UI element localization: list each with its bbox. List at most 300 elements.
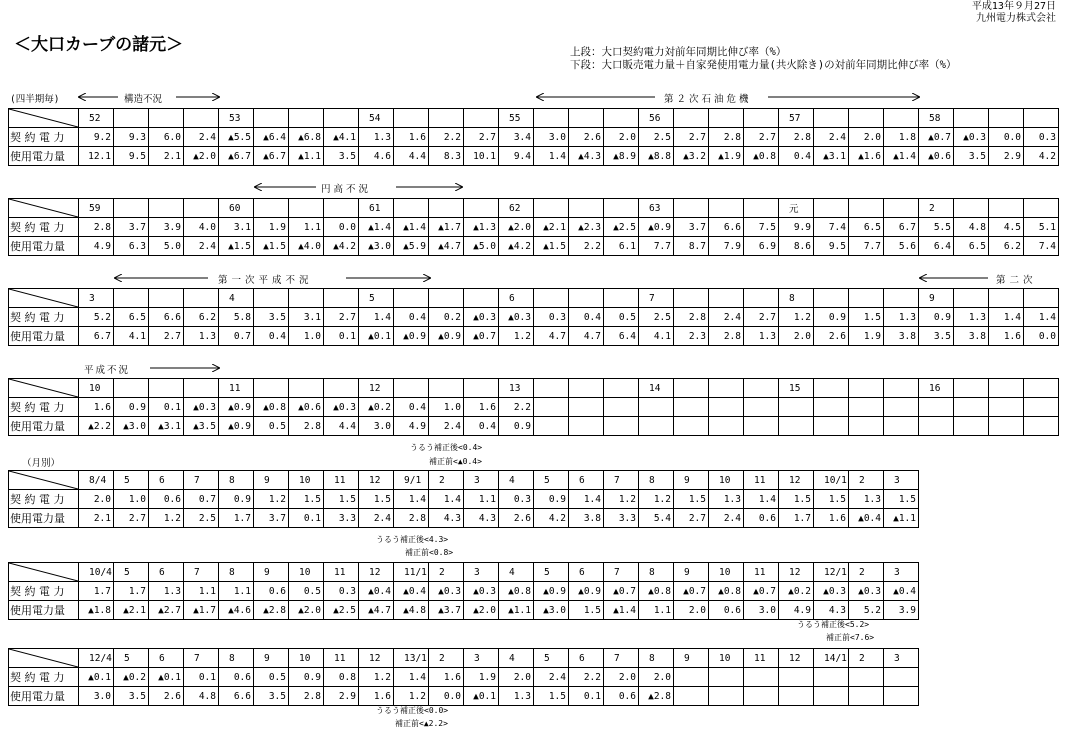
usage-value-cell: 2.1 bbox=[149, 147, 184, 166]
contract-value-cell bbox=[849, 668, 884, 687]
contract-value-cell: 1.9 bbox=[254, 218, 289, 237]
q-note-after: うるう補正後<0.4> bbox=[410, 443, 483, 452]
period-cell: 7 bbox=[184, 471, 219, 490]
contract-value-cell: 2.7 bbox=[744, 308, 779, 327]
period-cell bbox=[744, 289, 779, 308]
contract-value-cell bbox=[604, 398, 639, 417]
period-cell: 8 bbox=[219, 471, 254, 490]
m0-note-after: うるう補正後<4.3> bbox=[376, 535, 449, 544]
usage-value-cell: 6.4 bbox=[919, 237, 954, 256]
usage-value-cell: 1.2 bbox=[394, 687, 429, 706]
contract-value-cell: ▲0.4 bbox=[394, 582, 429, 601]
contract-value-cell: ▲0.3 bbox=[814, 582, 849, 601]
contract-value-cell: 3.7 bbox=[114, 218, 149, 237]
diagonal-header-cell bbox=[9, 379, 79, 398]
usage-value-cell bbox=[779, 687, 814, 706]
period-cell: 11 bbox=[744, 649, 779, 668]
period-cell: 13 bbox=[499, 379, 534, 398]
contract-label: 契 約 電 力 bbox=[9, 218, 79, 237]
contract-value-cell: 1.4 bbox=[569, 490, 604, 509]
period-cell: 12 bbox=[779, 471, 814, 490]
period-cell: 11 bbox=[324, 563, 359, 582]
contract-row bbox=[9, 308, 1059, 327]
period-cell bbox=[604, 289, 639, 308]
period-cell: 11 bbox=[324, 649, 359, 668]
period-cell bbox=[954, 289, 989, 308]
period-cell: 8 bbox=[639, 563, 674, 582]
usage-value-cell: ▲1.5 bbox=[219, 237, 254, 256]
contract-value-cell: 1.0 bbox=[429, 398, 464, 417]
usage-value-cell: 3.8 bbox=[569, 509, 604, 528]
contract-value-cell: 2.4 bbox=[534, 668, 569, 687]
usage-value-cell: 7.4 bbox=[1024, 237, 1059, 256]
contract-value-cell: 1.2 bbox=[359, 668, 394, 687]
quarterly-table-1 bbox=[8, 108, 1059, 166]
period-cell: 6 bbox=[149, 649, 184, 668]
usage-value-cell: ▲1.4 bbox=[604, 601, 639, 620]
usage-value-cell: 4.7 bbox=[569, 327, 604, 346]
period-cell: 55 bbox=[499, 109, 534, 128]
period-cell: 3 bbox=[464, 649, 499, 668]
period-cell: 12 bbox=[779, 649, 814, 668]
usage-value-cell: 4.9 bbox=[394, 417, 429, 436]
usage-value-cell: 2.4 bbox=[184, 237, 219, 256]
diagonal-header-cell bbox=[9, 289, 79, 308]
period-header-row bbox=[9, 109, 1059, 128]
diagonal-header-cell bbox=[9, 199, 79, 218]
usage-value-cell: 0.4 bbox=[464, 417, 499, 436]
contract-value-cell bbox=[709, 668, 744, 687]
usage-value-cell: ▲1.6 bbox=[849, 147, 884, 166]
usage-value-cell: 1.4 bbox=[534, 147, 569, 166]
period-cell bbox=[289, 199, 324, 218]
contract-value-cell bbox=[884, 398, 919, 417]
contract-value-cell: ▲0.9 bbox=[534, 582, 569, 601]
usage-value-cell: ▲2.5 bbox=[324, 601, 359, 620]
contract-label: 契 約 電 力 bbox=[9, 490, 79, 509]
period-cell: 2 bbox=[429, 649, 464, 668]
contract-label: 契 約 電 力 bbox=[9, 128, 79, 147]
period-cell bbox=[534, 109, 569, 128]
usage-value-cell: 3.0 bbox=[79, 687, 114, 706]
usage-value-cell: 6.5 bbox=[954, 237, 989, 256]
period-cell: 3 bbox=[884, 471, 919, 490]
period-cell bbox=[534, 199, 569, 218]
usage-value-cell: ▲3.1 bbox=[149, 417, 184, 436]
period-cell bbox=[149, 289, 184, 308]
contract-row bbox=[9, 128, 1059, 147]
contract-value-cell: 1.7 bbox=[79, 582, 114, 601]
period-cell bbox=[254, 379, 289, 398]
recession-kozo: 構造不況 bbox=[124, 94, 163, 105]
contract-value-cell: 2.8 bbox=[779, 128, 814, 147]
monthly-table-1 bbox=[8, 470, 919, 528]
usage-value-cell: ▲2.1 bbox=[114, 601, 149, 620]
contract-value-cell: 5.8 bbox=[219, 308, 254, 327]
usage-value-cell: 2.9 bbox=[989, 147, 1024, 166]
contract-value-cell: 2.0 bbox=[499, 668, 534, 687]
contract-row bbox=[9, 218, 1059, 237]
contract-value-cell: 0.8 bbox=[324, 668, 359, 687]
legend bbox=[570, 46, 956, 72]
usage-value-cell bbox=[709, 417, 744, 436]
period-cell bbox=[709, 109, 744, 128]
period-cell bbox=[464, 379, 499, 398]
usage-value-cell: 9.4 bbox=[499, 147, 534, 166]
contract-value-cell bbox=[1024, 398, 1059, 417]
usage-value-cell: 2.8 bbox=[289, 687, 324, 706]
contract-value-cell: 4.5 bbox=[989, 218, 1024, 237]
contract-value-cell: 1.4 bbox=[744, 490, 779, 509]
period-cell: 5 bbox=[534, 471, 569, 490]
period-cell bbox=[114, 199, 149, 218]
contract-value-cell: 0.4 bbox=[569, 308, 604, 327]
contract-value-cell: 2.5 bbox=[639, 308, 674, 327]
usage-value-cell: ▲0.1 bbox=[464, 687, 499, 706]
period-cell bbox=[429, 289, 464, 308]
period-cell: 4 bbox=[499, 471, 534, 490]
contract-value-cell: 0.1 bbox=[149, 398, 184, 417]
usage-value-cell: 0.1 bbox=[569, 687, 604, 706]
period-cell bbox=[394, 379, 429, 398]
contract-row bbox=[9, 398, 1059, 417]
period-cell bbox=[429, 379, 464, 398]
usage-value-cell bbox=[779, 417, 814, 436]
contract-value-cell: 1.1 bbox=[464, 490, 499, 509]
contract-value-cell: ▲0.9 bbox=[219, 398, 254, 417]
period-cell bbox=[814, 289, 849, 308]
contract-value-cell: ▲0.3 bbox=[849, 582, 884, 601]
recession-heisei1: 第一次平成不況 bbox=[218, 275, 313, 286]
usage-value-cell: 0.4 bbox=[779, 147, 814, 166]
period-cell: 4 bbox=[219, 289, 254, 308]
usage-value-cell: ▲2.0 bbox=[464, 601, 499, 620]
contract-value-cell: 2.0 bbox=[639, 668, 674, 687]
contract-value-cell: 2.4 bbox=[184, 128, 219, 147]
usage-value-cell: 0.0 bbox=[1024, 327, 1059, 346]
period-cell bbox=[814, 379, 849, 398]
period-cell: 9 bbox=[674, 649, 709, 668]
contract-value-cell: 1.7 bbox=[114, 582, 149, 601]
period-cell bbox=[1024, 289, 1059, 308]
usage-value-cell bbox=[569, 417, 604, 436]
contract-value-cell: ▲1.3 bbox=[464, 218, 499, 237]
usage-row bbox=[9, 237, 1059, 256]
usage-value-cell: ▲0.9 bbox=[219, 417, 254, 436]
period-cell bbox=[884, 379, 919, 398]
contract-value-cell: ▲1.7 bbox=[429, 218, 464, 237]
recession-dainiji: 第二次 bbox=[996, 275, 1037, 286]
usage-value-cell: 6.7 bbox=[79, 327, 114, 346]
usage-value-cell: ▲4.6 bbox=[219, 601, 254, 620]
contract-value-cell: 0.9 bbox=[219, 490, 254, 509]
contract-value-cell: ▲1.4 bbox=[394, 218, 429, 237]
contract-value-cell: ▲0.8 bbox=[499, 582, 534, 601]
contract-value-cell: ▲0.3 bbox=[429, 582, 464, 601]
usage-row bbox=[9, 327, 1059, 346]
usage-value-cell bbox=[639, 417, 674, 436]
contract-value-cell: 1.6 bbox=[464, 398, 499, 417]
usage-value-cell: ▲0.8 bbox=[744, 147, 779, 166]
period-cell: 元 bbox=[779, 199, 814, 218]
contract-value-cell: ▲0.3 bbox=[184, 398, 219, 417]
period-cell: 58 bbox=[919, 109, 954, 128]
period-cell bbox=[289, 289, 324, 308]
contract-value-cell: ▲1.4 bbox=[359, 218, 394, 237]
usage-value-cell: 6.2 bbox=[989, 237, 1024, 256]
usage-value-cell: 10.1 bbox=[464, 147, 499, 166]
usage-value-cell bbox=[884, 687, 919, 706]
period-cell: 62 bbox=[499, 199, 534, 218]
usage-value-cell: 7.7 bbox=[639, 237, 674, 256]
usage-value-cell: 4.2 bbox=[1024, 147, 1059, 166]
period-cell: 9 bbox=[254, 649, 289, 668]
period-cell bbox=[954, 379, 989, 398]
period-cell bbox=[464, 109, 499, 128]
m1-note-before: 補正前<7.6> bbox=[826, 633, 875, 642]
usage-value-cell: 2.7 bbox=[114, 509, 149, 528]
contract-value-cell: ▲4.1 bbox=[324, 128, 359, 147]
contract-value-cell: 4.8 bbox=[954, 218, 989, 237]
period-cell: 14/1 bbox=[814, 649, 849, 668]
period-cell bbox=[114, 109, 149, 128]
m1-note-after: うるう補正後<5.2> bbox=[797, 620, 870, 629]
period-cell bbox=[954, 109, 989, 128]
usage-value-cell: ▲2.0 bbox=[184, 147, 219, 166]
quarterly-table-3 bbox=[8, 288, 1059, 346]
period-cell: 5 bbox=[359, 289, 394, 308]
usage-value-cell: 1.6 bbox=[814, 509, 849, 528]
usage-label: 使用電力量 bbox=[9, 417, 79, 436]
period-cell: 2 bbox=[429, 471, 464, 490]
period-cell bbox=[184, 379, 219, 398]
contract-value-cell: ▲2.1 bbox=[534, 218, 569, 237]
period-cell: 60 bbox=[219, 199, 254, 218]
usage-value-cell bbox=[534, 417, 569, 436]
contract-value-cell bbox=[674, 398, 709, 417]
contract-value-cell: 0.3 bbox=[324, 582, 359, 601]
usage-value-cell: 2.6 bbox=[814, 327, 849, 346]
period-cell bbox=[394, 289, 429, 308]
usage-value-cell bbox=[989, 417, 1024, 436]
usage-value-cell: 8.7 bbox=[674, 237, 709, 256]
contract-label: 契 約 電 力 bbox=[9, 582, 79, 601]
contract-value-cell: ▲0.8 bbox=[709, 582, 744, 601]
contract-value-cell: 2.8 bbox=[674, 308, 709, 327]
contract-value-cell: 0.9 bbox=[534, 490, 569, 509]
period-cell: 7 bbox=[604, 563, 639, 582]
diagonal-header-cell bbox=[9, 563, 79, 582]
period-cell bbox=[1024, 109, 1059, 128]
usage-value-cell: ▲4.2 bbox=[499, 237, 534, 256]
contract-value-cell: 1.3 bbox=[359, 128, 394, 147]
usage-value-cell: 2.4 bbox=[709, 509, 744, 528]
contract-value-cell: 1.5 bbox=[884, 490, 919, 509]
period-cell: 7 bbox=[604, 471, 639, 490]
usage-value-cell: 2.6 bbox=[499, 509, 534, 528]
usage-value-cell: 3.0 bbox=[744, 601, 779, 620]
period-cell: 14 bbox=[639, 379, 674, 398]
contract-value-cell: 6.5 bbox=[849, 218, 884, 237]
period-header-row bbox=[9, 471, 919, 490]
contract-value-cell: 3.9 bbox=[149, 218, 184, 237]
period-cell bbox=[884, 199, 919, 218]
period-cell bbox=[429, 199, 464, 218]
contract-value-cell: 1.4 bbox=[394, 490, 429, 509]
usage-value-cell bbox=[604, 417, 639, 436]
period-cell bbox=[744, 109, 779, 128]
contract-row bbox=[9, 490, 919, 509]
monthly-table-3 bbox=[8, 648, 919, 706]
period-cell: 12 bbox=[359, 379, 394, 398]
contract-value-cell: 1.4 bbox=[394, 668, 429, 687]
usage-label: 使用電力量 bbox=[9, 237, 79, 256]
period-cell bbox=[849, 379, 884, 398]
period-cell bbox=[569, 289, 604, 308]
usage-value-cell: 0.1 bbox=[324, 327, 359, 346]
usage-value-cell: 1.6 bbox=[989, 327, 1024, 346]
recession-heisei-end: 平成不況 bbox=[84, 365, 131, 376]
usage-label: 使用電力量 bbox=[9, 509, 79, 528]
contract-value-cell: 1.5 bbox=[779, 490, 814, 509]
usage-value-cell: 5.2 bbox=[849, 601, 884, 620]
contract-value-cell bbox=[674, 668, 709, 687]
period-cell: 2 bbox=[429, 563, 464, 582]
usage-value-cell: 0.7 bbox=[219, 327, 254, 346]
period-cell: 8/4 bbox=[79, 471, 114, 490]
usage-value-cell: 0.6 bbox=[744, 509, 779, 528]
usage-value-cell: 5.6 bbox=[884, 237, 919, 256]
usage-value-cell: 2.4 bbox=[359, 509, 394, 528]
contract-value-cell: 0.4 bbox=[394, 308, 429, 327]
contract-value-cell: 5.5 bbox=[919, 218, 954, 237]
period-cell: 9/1 bbox=[394, 471, 429, 490]
contract-value-cell bbox=[814, 668, 849, 687]
contract-value-cell: ▲2.0 bbox=[499, 218, 534, 237]
usage-value-cell: 1.7 bbox=[779, 509, 814, 528]
contract-value-cell: ▲6.4 bbox=[254, 128, 289, 147]
period-cell: 12 bbox=[359, 649, 394, 668]
contract-value-cell: 6.5 bbox=[114, 308, 149, 327]
period-cell bbox=[674, 289, 709, 308]
contract-value-cell: ▲2.5 bbox=[604, 218, 639, 237]
period-cell: 61 bbox=[359, 199, 394, 218]
period-cell bbox=[569, 199, 604, 218]
usage-value-cell: 8.6 bbox=[779, 237, 814, 256]
period-cell: 9 bbox=[254, 563, 289, 582]
contract-value-cell: 1.9 bbox=[464, 668, 499, 687]
usage-value-cell: ▲0.1 bbox=[359, 327, 394, 346]
contract-value-cell bbox=[534, 398, 569, 417]
contract-value-cell: 1.3 bbox=[884, 308, 919, 327]
period-cell bbox=[744, 199, 779, 218]
usage-value-cell: 3.8 bbox=[954, 327, 989, 346]
contract-value-cell: 1.1 bbox=[219, 582, 254, 601]
contract-value-cell: 0.9 bbox=[114, 398, 149, 417]
usage-value-cell: 9.5 bbox=[814, 237, 849, 256]
period-cell: 2 bbox=[919, 199, 954, 218]
contract-value-cell bbox=[744, 668, 779, 687]
period-cell bbox=[464, 199, 499, 218]
contract-value-cell: 3.1 bbox=[219, 218, 254, 237]
period-cell: 59 bbox=[79, 199, 114, 218]
contract-value-cell: 1.0 bbox=[114, 490, 149, 509]
contract-value-cell: 0.3 bbox=[1024, 128, 1059, 147]
period-cell: 5 bbox=[114, 649, 149, 668]
contract-value-cell: 3.0 bbox=[534, 128, 569, 147]
contract-value-cell bbox=[849, 398, 884, 417]
contract-value-cell: ▲6.8 bbox=[289, 128, 324, 147]
usage-value-cell: 2.8 bbox=[289, 417, 324, 436]
period-cell: 12 bbox=[359, 471, 394, 490]
usage-value-cell: ▲1.1 bbox=[884, 509, 919, 528]
period-cell: 11 bbox=[324, 471, 359, 490]
period-header-row bbox=[9, 563, 919, 582]
usage-value-cell: 4.9 bbox=[779, 601, 814, 620]
contract-value-cell: 9.3 bbox=[114, 128, 149, 147]
period-cell bbox=[149, 109, 184, 128]
period-cell bbox=[954, 199, 989, 218]
contract-value-cell: 1.5 bbox=[289, 490, 324, 509]
usage-value-cell: 1.0 bbox=[289, 327, 324, 346]
contract-value-cell: 5.2 bbox=[79, 308, 114, 327]
contract-value-cell: 9.2 bbox=[79, 128, 114, 147]
usage-value-cell: 1.5 bbox=[569, 601, 604, 620]
period-cell: 5 bbox=[114, 563, 149, 582]
contract-value-cell: 2.2 bbox=[499, 398, 534, 417]
contract-value-cell bbox=[744, 398, 779, 417]
usage-value-cell: 2.6 bbox=[149, 687, 184, 706]
contract-row bbox=[9, 582, 919, 601]
period-cell bbox=[184, 109, 219, 128]
usage-value-cell: 3.7 bbox=[254, 509, 289, 528]
contract-value-cell: ▲0.4 bbox=[359, 582, 394, 601]
period-cell: 10 bbox=[289, 563, 324, 582]
period-cell: 12/1 bbox=[814, 563, 849, 582]
contract-value-cell: 0.3 bbox=[499, 490, 534, 509]
contract-label: 契 約 電 力 bbox=[9, 308, 79, 327]
diagonal-header-cell bbox=[9, 471, 79, 490]
period-cell: 7 bbox=[184, 563, 219, 582]
contract-value-cell: 2.7 bbox=[744, 128, 779, 147]
usage-value-cell: ▲4.8 bbox=[394, 601, 429, 620]
period-cell: 9 bbox=[919, 289, 954, 308]
contract-value-cell: 1.4 bbox=[359, 308, 394, 327]
contract-value-cell: 4.0 bbox=[184, 218, 219, 237]
usage-value-cell: ▲6.7 bbox=[219, 147, 254, 166]
usage-value-cell: 4.1 bbox=[639, 327, 674, 346]
period-cell: 16 bbox=[919, 379, 954, 398]
usage-value-cell: ▲8.9 bbox=[604, 147, 639, 166]
contract-value-cell: 2.4 bbox=[814, 128, 849, 147]
period-cell: 52 bbox=[79, 109, 114, 128]
period-cell: 9 bbox=[674, 471, 709, 490]
usage-value-cell: ▲2.2 bbox=[79, 417, 114, 436]
period-cell bbox=[149, 379, 184, 398]
contract-value-cell: 0.6 bbox=[254, 582, 289, 601]
diagonal-header-cell bbox=[9, 109, 79, 128]
contract-value-cell: ▲0.2 bbox=[779, 582, 814, 601]
period-cell bbox=[989, 379, 1024, 398]
contract-value-cell: 1.6 bbox=[79, 398, 114, 417]
usage-value-cell: 3.5 bbox=[324, 147, 359, 166]
usage-value-cell: ▲3.0 bbox=[114, 417, 149, 436]
contract-value-cell: 2.0 bbox=[79, 490, 114, 509]
header-company: 九州電力株式会社 bbox=[976, 13, 1056, 24]
usage-value-cell: 3.5 bbox=[114, 687, 149, 706]
usage-row bbox=[9, 509, 919, 528]
usage-row bbox=[9, 147, 1059, 166]
